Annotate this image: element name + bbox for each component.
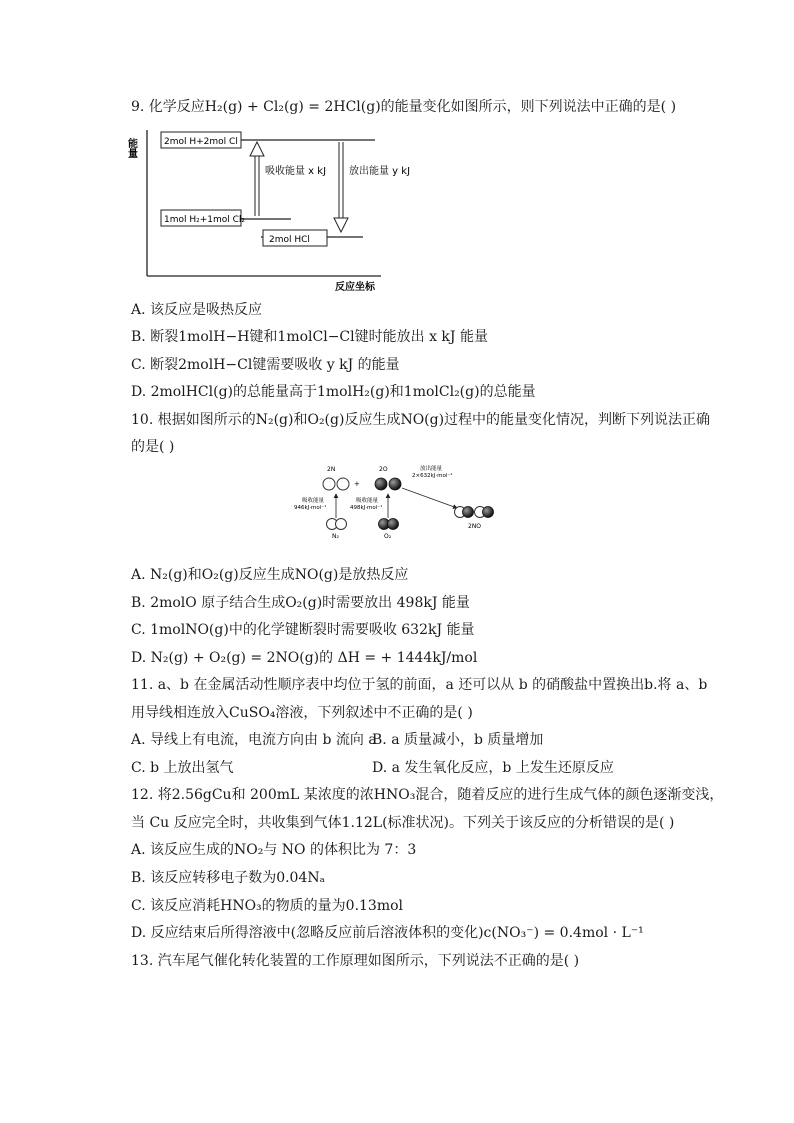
q9-energy-diagram (125, 126, 411, 296)
q10-absorb-n-value: 946kJ·mol⁻¹ (294, 505, 327, 511)
q10-no2-o-atom (483, 507, 494, 518)
q10-n-atom-2 (337, 478, 349, 490)
q10-release-title: 放出能量 (420, 466, 443, 472)
q10-option-d: D. N₂(g) + O₂(g) = 2NO(g)的 ΔH = + 1444kJ/mol (131, 650, 478, 666)
q11-stem-line2: 用导线相连放入CuSO₄溶液，下列叙述中不正确的是( ) (131, 705, 473, 721)
q12-stem-line1: 12. 将2.56gCu和 200mL 某浓度的浓HNO₃混合，随着反应的进行生成气体的颜色逐渐变浅， (131, 787, 724, 803)
q9-y-axis-label: 能量 (125, 138, 137, 158)
q10-label-2o: 2O (379, 466, 388, 473)
q10-absorb-o-title: 吸收能量 (356, 498, 379, 504)
q10-o2-atom-2 (388, 519, 399, 530)
q10-bond-energy-diagram (292, 462, 522, 542)
q9-release-label: 放出能量 y kJ (349, 166, 411, 177)
q12-option-d: D. 反应结束后所得溶液中(忽略反应前后溶液体积的变化)c(NO₃⁻) = 0.4mol · L⁻¹ (131, 925, 644, 941)
q9-top-box-label: 2mol H+2mol Cl (164, 137, 238, 147)
q10-absorb-o-value: 498kJ·mol⁻¹ (350, 505, 383, 511)
q9-option-c: C. 断裂2molH−Cl键需要吸收 y kJ 的能量 (131, 357, 400, 373)
q9-x-axis-label: 反应坐标 (335, 282, 375, 293)
q13-stem: 13. 汽车尾气催化转化装置的工作原理如图所示，下列说法不正确的是( ) (131, 953, 580, 969)
q10-label-n2: N₂ (332, 533, 339, 540)
q9-option-d: D. 2molHCl(g)的总能量高于1molH₂(g)和1molCl₂(g)的总能量 (131, 384, 536, 400)
q10-label-2no: 2NO (468, 523, 482, 530)
q9-release-arrow-head (334, 218, 348, 232)
q10-option-a: A. N₂(g)和O₂(g)反应生成NO(g)是放热反应 (131, 567, 409, 583)
q9-stem: 9. 化学反应H₂(g) + Cl₂(g) = 2HCl(g)的能量变化如图所示，则下列说法中正确的是( ) (131, 99, 677, 115)
q10-absorb-n-title: 吸收能量 (302, 498, 325, 504)
q12-option-c: C. 该反应消耗HNO₃的物质的量为0.13mol (131, 898, 404, 914)
q9-product-box-label: 2mol HCl (269, 235, 310, 245)
q10-option-b: B. 2molO 原子结合生成O₂(g)时需要放出 498kJ 能量 (131, 595, 470, 611)
q9-option-a: A. 该反应是吸热反应 (131, 302, 263, 318)
q10-stem-line1: 10. 根据如图所示的N₂(g)和O₂(g)反应生成NO(g)过程中的能量变化情况，判断下列说法正确 (131, 412, 711, 428)
q10-no1-o-atom (463, 507, 474, 518)
q9-absorb-arrow-head (250, 142, 264, 156)
q10-option-c: C. 1molNO(g)中的化学键断裂时需要吸收 632kJ 能量 (131, 622, 475, 638)
q9-option-b: B. 断裂1molH−H键和1molCl−Cl键时能放出 x kJ 能量 (131, 329, 488, 345)
q12-stem-line2: 当 Cu 反应完全时，共收集到气体1.12L(标准状况)。下列关于该反应的分析错误的是( ) (131, 815, 675, 831)
q11-option-a: A. 导线上有电流，电流方向由 b 流向 a (131, 732, 377, 748)
q10-stem-line2: 的是( ) (131, 439, 175, 455)
q11-option-d: D. a 发生氧化反应，b 上发生还原反应 (372, 760, 614, 776)
q9-absorb-label: 吸收能量 x kJ (265, 166, 327, 177)
q10-release-value: 2×632kJ·mol⁻¹ (412, 473, 453, 479)
q10-o-atom-1 (375, 478, 387, 490)
q10-plus: + (354, 480, 360, 488)
q10-label-o2: O₂ (384, 533, 392, 540)
q12-option-b: B. 该反应转移电子数为0.04Nₐ (131, 870, 326, 886)
q10-o-atom-2 (389, 478, 401, 490)
q9-reactant-box-label: 1mol H₂+1mol Cl₂ (164, 215, 246, 225)
q10-n-atom-1 (323, 478, 335, 490)
q10-label-2n: 2N (327, 466, 336, 473)
q11-option-c: C. b 上放出氢气 (131, 760, 234, 776)
q11-stem-line1: 11. a、b 在金属活动性顺序表中均位于氢的前面，a 还可以从 b 的硝酸盐中置换出b.将 a、b (131, 677, 708, 693)
q10-release-arrow (402, 488, 457, 508)
q11-option-b: B. a 质量减小，b 质量增加 (372, 732, 544, 748)
q10-n2-atom-2 (336, 519, 347, 530)
q12-option-a: A. 该反应生成的NO₂与 NO 的体积比为 7：3 (131, 842, 417, 858)
